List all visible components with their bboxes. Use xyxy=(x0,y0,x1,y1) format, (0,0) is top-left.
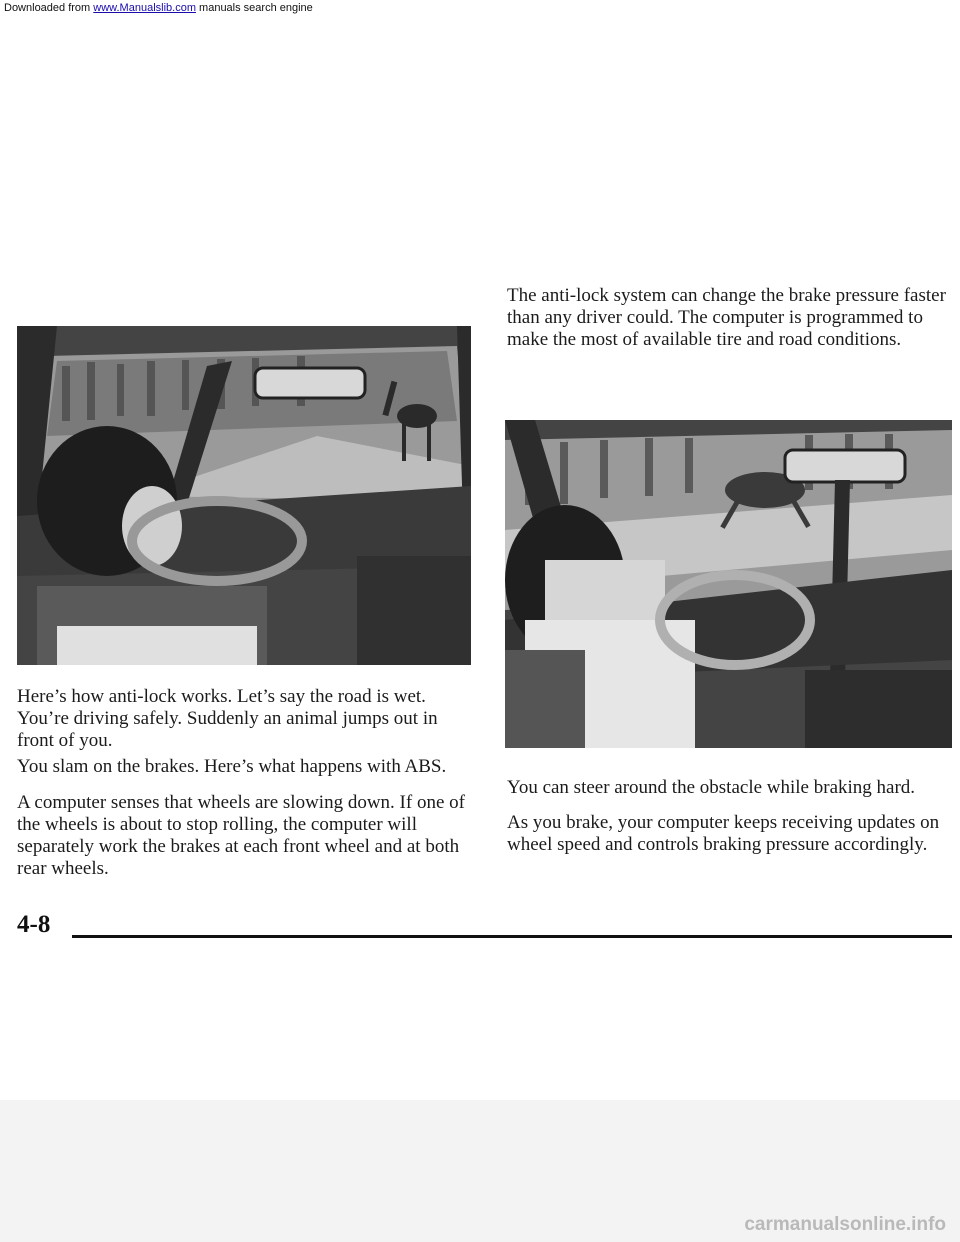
paragraph-antilock-pressure: The anti-lock system can change the brake pressure faster than any driver could. The computer is programmed to make the most of available tire and road conditions. xyxy=(507,285,946,350)
footer-band xyxy=(0,1100,960,1242)
paragraph-wheel-speed-updates: As you brake, your computer keeps receiving updates on wheel speed and controls braking pressure accordingly. xyxy=(507,812,940,855)
manualslib-link[interactable]: www.Manualslib.com xyxy=(93,2,196,14)
download-header xyxy=(0,0,960,16)
paragraph-how-antilock-works: Here’s how anti-lock works. Let’s say the road is wet. You’re driving safely. Suddenly an animal jumps out in front of you. xyxy=(17,686,438,751)
page-number: 4-8 xyxy=(17,911,51,938)
driver-steering-illustration xyxy=(505,420,952,748)
paragraph-computer-senses: A computer senses that wheels are slowing down. If one of the wheels is about to stop rolling, the computer will separately work the brakes at each front wheel and at both rear wheels. xyxy=(17,792,465,879)
header-suffix: manuals search engine xyxy=(195,2,313,14)
header-prefix: Downloaded from xyxy=(4,2,94,14)
footer-watermark: carmanualsonline.info xyxy=(744,1214,946,1235)
paragraph-steer-around: You can steer around the obstacle while braking hard. xyxy=(507,777,916,798)
driver-deer-illustration xyxy=(17,326,471,665)
paragraph-slam-brakes: You slam on the brakes. Here’s what happens with ABS. xyxy=(17,756,447,777)
page-rule xyxy=(72,935,952,938)
